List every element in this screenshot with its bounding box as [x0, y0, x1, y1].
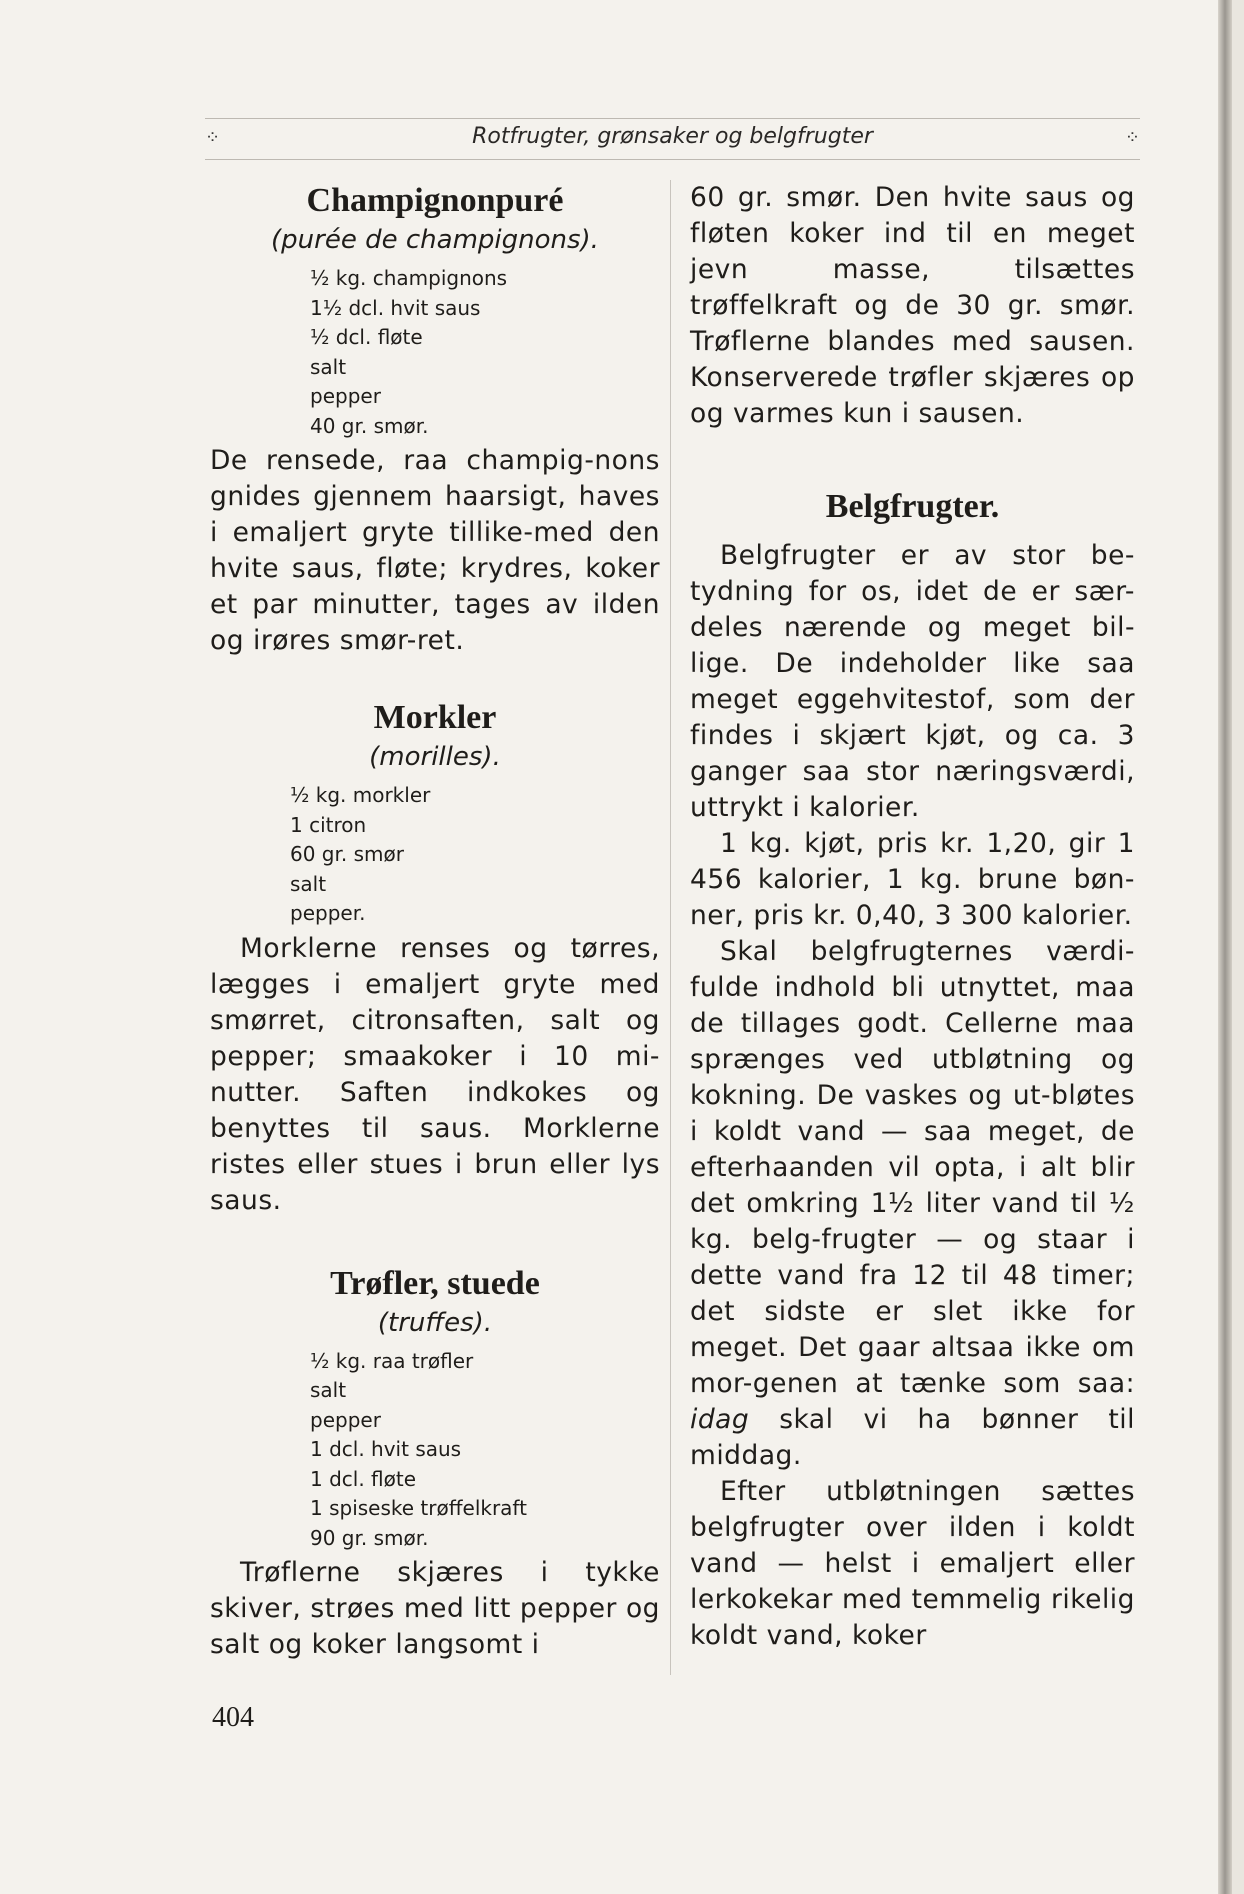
ingredient-item: 1½ dcl. hvit saus — [310, 295, 481, 320]
ingredient-item: 40 gr. smør. — [310, 413, 429, 438]
morkler-ingredients — [210, 781, 660, 929]
ingredient-item: 60 gr. smør — [290, 842, 404, 866]
ingredient-item: ½ kg. morkler — [290, 783, 431, 807]
ornament-left: ⁘ — [205, 127, 221, 148]
ingredient-item: 90 gr. smør. — [310, 1525, 429, 1550]
page-number: 404 — [212, 1702, 254, 1733]
ingredient-item: pepper. — [290, 901, 366, 925]
ingredient-item: ½ kg. champignons — [310, 266, 508, 290]
ingredient-item: 1 dcl. fløte — [310, 1466, 417, 1491]
paragraph-3-text-end: skal vi ha bønner til middag. — [690, 1404, 1135, 1471]
page-edge — [1218, 0, 1232, 1894]
trofler-text-continued: 60 gr. smør. Den hvite saus og fløten koker ind til en meget jevn masse, tilsættes trøffelkraft og de 30 gr. smør. Trøflerne blandes med sausen. Konserverede trøfler skjæres op og varmes kun i sausen. — [690, 182, 1135, 429]
champignon-ingredients — [210, 264, 660, 441]
ingredient-item: pepper — [310, 384, 381, 408]
ingredient-item: 1 citron — [290, 812, 367, 837]
emphasis-idag: idag — [690, 1404, 750, 1435]
belgfrugter-paragraph-3 — [690, 934, 1135, 1474]
running-header-title: Rotfrugter, grønsaker og belgfrugter — [472, 124, 873, 149]
column-divider — [670, 180, 671, 1675]
belgfrugter-title: Belgfrugter. — [825, 488, 1000, 525]
right-column — [690, 180, 1135, 1654]
trofler-title: Trøfler, stuede — [330, 1264, 540, 1302]
trofler-subtitle: (truffes). — [377, 1307, 493, 1338]
belgfrugter-paragraph-2: 1 kg. kjøt, pris kr. 1,20, gir 1 456 kalorier, 1 kg. brune bøn-ner, pris kr. 0,40, 3 300 kalorier. — [690, 828, 1135, 931]
ingredient-item: 1 dcl. hvit saus — [310, 1437, 462, 1461]
ingredient-item: ½ dcl. fløte — [310, 325, 423, 349]
champignon-subtitle: (purée de champignons). — [271, 225, 599, 255]
morkler-text: Morklerne renses og tørres, lægges i emaljert gryte med smørret, citronsaften, salt og pepper; smaakoker i 10 mi-nutter. Saften indkokes og benyttes til saus. Morklerne ristes eller stues i brun eller lys saus. — [210, 932, 660, 1216]
ingredient-item: salt — [310, 1378, 347, 1402]
morkler-subtitle: (morilles). — [369, 742, 501, 772]
ornament-right: ⁘ — [1124, 127, 1140, 148]
left-column — [210, 180, 660, 1663]
champignon-title: Champignonpuré — [306, 182, 564, 219]
ingredient-item: pepper — [310, 1407, 381, 1432]
paragraph-3-text: Skal belgfrugternes værdi-fulde indhold bli utnyttet, maa de tillages godt. Cellerne maa sprænges ved utbløtning og kokning. De vaskes og ut-bløtes i koldt vand — saa meget, de efterhaanden vil opta, i alt blir det omkring 1½ liter vand til ½ kg. belg-frugter — og staar i dette vand fra 12 til 48 timer; det sidste er slet ikke for meget. Det gaar altsaa ikke om mor-genen at tænke som saa: — [690, 936, 1135, 1399]
running-header — [205, 118, 1140, 160]
trofler-text: Trøflerne skjæres i tykke skiver, strøes med litt pepper og salt og koker langsomt i — [210, 1557, 660, 1660]
belgfrugter-paragraph-4: Efter utbløtningen sættes belgfrugter over ilden i koldt vand — helst i emaljert eller lerkokekar med temmelig rikelig koldt vand, koker — [690, 1476, 1135, 1651]
trofler-ingredients — [210, 1347, 660, 1554]
ingredient-item: ½ kg. raa trøfler — [310, 1348, 474, 1373]
belgfrugter-paragraph-1: Belgfrugter er av stor be-tydning for os, idet de er sær-deles nærende og meget bil-lige. De indeholder like saa meget eggehvitestof, som der findes i skjært kjøt, og ca. 3 ganger saa stor næringsværdi, uttrykt i kalorier. — [690, 540, 1135, 823]
ingredient-item: 1 spiseske trøffelkraft — [310, 1496, 527, 1520]
ingredient-item: salt — [290, 871, 327, 896]
champignon-text: De rensede, raa champig-nons gnides gjennem haarsigt, haves i emaljert gryte tillike-med den hvite saus, fløte; krydres, koker et par minutter, tages av ilden og irøres smør-ret. — [210, 445, 660, 656]
ingredient-item: salt — [310, 354, 347, 379]
morkler-title: Morkler — [373, 699, 497, 736]
